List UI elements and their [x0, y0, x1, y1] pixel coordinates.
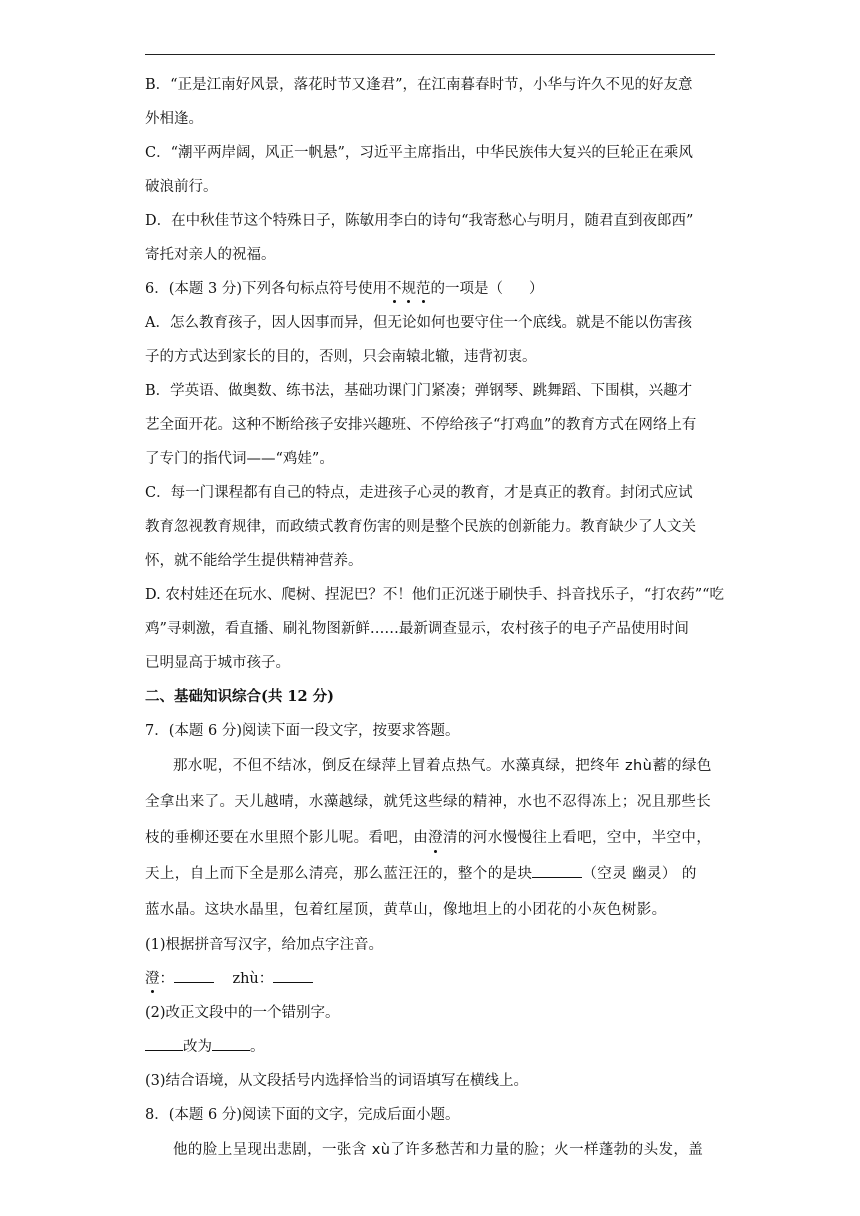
- q7-passage-line2: 全拿出来了。天儿越晴，水藻越绿，就凭这些绿的精神，水也不忍得冻上；况且那些长: [145, 794, 712, 810]
- q7-passage-line5: 蓝水晶。这块水晶里，包着红屋顶，黄草山，像地坦上的小团花的小灰色树影。: [145, 902, 667, 918]
- q6-option-d-line3: 已明显高于城市孩子。: [145, 655, 290, 671]
- q6-option-c-line1: C．每一门课程都有自己的特点，走进孩子心灵的教育，才是真正的教育。封闭式应试: [145, 485, 693, 501]
- q6-option-b-line3: 了专门的指代词——“鸡娃”。: [145, 451, 334, 467]
- q6-option-a-line2: 子的方式达到家长的目的，否则，只会南辕北辙，违背初衷。: [145, 349, 537, 365]
- q7-passage-line4: 天上，自上而下全是那么清亮，那么蓝汪汪的，整个的是块 （空灵 幽灵） 的: [145, 866, 697, 882]
- q5-option-b-line2: 外相逢。: [145, 111, 203, 127]
- q6-option-c-line3: 怀，就不能给学生提供精神营养。: [145, 553, 363, 569]
- dotted-char: 不: [387, 272, 402, 306]
- q7-sub3: (3)结合语境，从文段括号内选择恰当的词语填写在横线上。: [145, 1073, 529, 1089]
- dotted-char: 澄: [428, 820, 443, 856]
- q7-sub2-answer: 改为 。: [145, 1030, 717, 1064]
- fill-blank[interactable]: [532, 877, 582, 878]
- header-rule: [145, 54, 715, 55]
- q5-option-d-line1: D．在中秋佳节这个特殊日子，陈敏用李白的诗句“我寄愁心与明月，随君直到夜郎西”: [145, 213, 694, 229]
- q6-option-d-line1: D. 农村娃还在玩水、爬树、捏泥巴？不！他们正沉迷于刷快手、抖音找乐子，“打农药”“吃: [145, 587, 725, 603]
- q5-option-c-line1: C．“潮平两岸阔，风正一帆悬”，习近平主席指出，中华民族伟大复兴的巨轮正在乘风: [145, 145, 693, 161]
- section-heading: 二、基础知识综合(共 12 分): [145, 688, 334, 705]
- q7-sub1: (1)根据拼音写汉字，给加点字注音。: [145, 937, 384, 953]
- exam-page: [145, 68, 725, 1168]
- q7-passage-line1: 那水呢，不但不结冰，倒反在绿萍上冒着点热气。水藻真绿，把终年 zhù蓄的绿色: [173, 758, 712, 774]
- q7-sub2: (2)改正文段中的一个错别字。: [145, 1005, 340, 1021]
- q8-stem: 8．(本题 6 分)阅读下面的文字，完成后面小题。: [145, 1107, 460, 1123]
- q7-sub1-answer: 澄： zhù：: [145, 962, 717, 996]
- q6-option-b-line2: 艺全面开花。这种不断给孩子安排兴趣班、不停给孩子“打鸡血”的教育方式在网络上有: [145, 417, 697, 433]
- dotted-char: 规: [401, 272, 416, 306]
- q8-passage-line1: 他的脸上呈现出悲剧，一张含 xù了许多愁苦和力量的脸；火一样蓬勃的头发，盖: [173, 1142, 704, 1158]
- dotted-char: 范: [416, 272, 431, 306]
- answer-blank[interactable]: [174, 982, 214, 983]
- q6-option-c-line2: 教育忽视教育规律，而政绩式教育伤害的则是整个民族的创新能力。教育缺少了人文关: [145, 519, 696, 535]
- dotted-char: 澄: [145, 962, 160, 996]
- q7-stem: 7．(本题 6 分)阅读下面一段文字，按要求答题。: [145, 723, 460, 739]
- q7-passage-line3: 枝的垂柳还要在水里照个影儿呢。看吧，由澄清的河水慢慢往上看吧，空中，半空中，: [145, 820, 717, 856]
- q5-option-d-line2: 寄托对亲人的祝福。: [145, 247, 276, 263]
- answer-blank[interactable]: [145, 1050, 183, 1051]
- q6-option-d-line2: 鸡”寻刺激，看直播、刷礼物图新鲜……最新调查显示，农村孩子的电子产品使用时间: [145, 621, 689, 637]
- q5-option-b-line1: B．“正是江南好风景，落花时节又逢君”，在江南暮春时节，小华与许久不见的好友意: [145, 77, 693, 93]
- answer-blank[interactable]: [273, 982, 313, 983]
- q6-option-b-line1: B．学英语、做奥数、练书法，基础功课门门紧凑；弹钢琴、跳舞蹈、下围棋，兴趣才: [145, 383, 693, 399]
- q6-option-a-line1: A．怎么教育孩子，因人因事而异，但无论如何也要守住一个底线。就是不能以伤害孩: [145, 315, 692, 331]
- q5-option-c-line2: 破浪前行。: [145, 179, 218, 195]
- q6-stem: 6．(本题 3 分)下列各句标点符号使用不规范的一项是（ ）: [145, 272, 717, 306]
- answer-blank[interactable]: [212, 1050, 250, 1051]
